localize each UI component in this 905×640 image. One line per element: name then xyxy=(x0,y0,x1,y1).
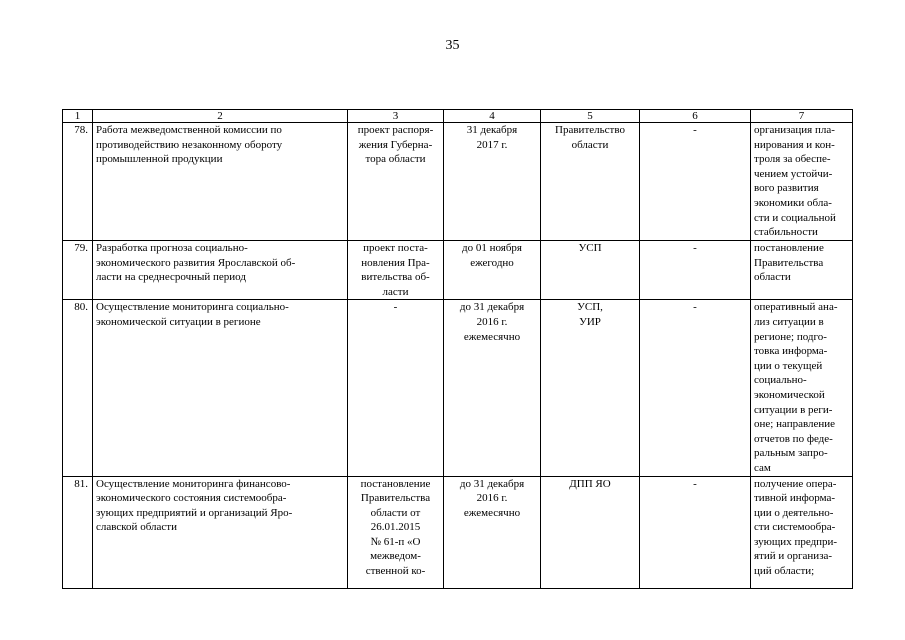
cell-line: тора области xyxy=(365,153,426,166)
event-cell xyxy=(93,123,348,241)
cell-line: Работа межведомственной комиссии по xyxy=(96,124,282,136)
cell-line: ежемесячно xyxy=(463,330,521,343)
cell-line: экономического развития Ярославской об- xyxy=(96,256,296,269)
table-row xyxy=(63,476,853,588)
header-cell: 4 xyxy=(444,110,541,123)
cell-line: получение опера- xyxy=(754,477,837,490)
cell-line: экономики обла- xyxy=(754,196,832,209)
cell-line: отчетов по феде- xyxy=(754,432,833,445)
cell-line: межведом- xyxy=(370,550,421,563)
cell-line: - xyxy=(393,301,398,314)
cell-line: Правительство xyxy=(555,124,625,136)
cell-line: ежегодно xyxy=(470,256,514,269)
event-cell xyxy=(93,300,348,476)
row-number-cell: 79. xyxy=(63,241,93,300)
cell-line: постановление xyxy=(360,477,431,490)
cell-line: сам xyxy=(754,461,771,474)
cell-line: Осуществление мониторинга финансово- xyxy=(96,477,291,490)
cell-line: ций области; xyxy=(754,565,815,578)
cell-line: ласти на среднесрочный период xyxy=(96,271,246,284)
cell-line: УИР xyxy=(579,315,601,328)
cell-line: социально- xyxy=(754,374,807,387)
cell-line: славской области xyxy=(96,521,177,534)
cell-line: сти и социальной xyxy=(754,211,836,224)
cell-line: - xyxy=(693,477,697,490)
cell-line: Осуществление мониторинга социально- xyxy=(96,301,289,314)
cell-line: зующих предпри- xyxy=(754,535,838,548)
cell-line: ятий и организа- xyxy=(754,550,833,563)
cell-line: оперативный ана- xyxy=(754,301,838,314)
row-number-cell: 78. xyxy=(63,123,93,241)
cell-line: Правительства xyxy=(360,492,431,505)
cell-line: сти системообра- xyxy=(754,521,836,534)
executor-cell xyxy=(541,476,640,588)
cell-line: Разработка прогноза социально- xyxy=(96,242,248,254)
cell-line: области от xyxy=(370,506,421,519)
cell-line: 31 декабря xyxy=(466,124,518,136)
cell-line: лиз ситуации в xyxy=(754,315,824,328)
header-cell: 5 xyxy=(541,110,640,123)
cell-line: оне; направление xyxy=(754,418,836,431)
table-row xyxy=(63,241,853,300)
header-cell: 1 xyxy=(63,110,93,123)
cell-line: организация пла- xyxy=(754,124,835,136)
cell-line: постановление xyxy=(754,242,824,254)
cell-line: экономической xyxy=(754,388,825,401)
result-cell xyxy=(751,476,853,588)
executor-cell xyxy=(541,300,640,476)
cell-line: УСП, xyxy=(577,301,603,314)
deadline-cell xyxy=(444,476,541,588)
cell-line: регионе; подго- xyxy=(754,330,827,343)
cell-line: ственной ко- xyxy=(365,565,426,578)
cell-line: экономического состояния системообра- xyxy=(96,492,287,505)
funding-cell xyxy=(640,123,751,241)
result-cell xyxy=(751,123,853,241)
cell-line: нирования и кон- xyxy=(754,138,835,151)
measures-table xyxy=(62,109,853,589)
cell-line: ции о текущей xyxy=(754,359,823,372)
table-row xyxy=(63,123,853,241)
result-cell xyxy=(751,300,853,476)
cell-line: ДПП ЯО xyxy=(569,477,611,490)
cell-line: № 61-п «О xyxy=(370,535,421,548)
funding-cell xyxy=(640,300,751,476)
cell-line: ситуации в реги- xyxy=(754,403,833,416)
cell-line: ральным запро- xyxy=(754,447,828,460)
cell-line: области xyxy=(571,138,609,151)
cell-line: 2016 г. xyxy=(476,315,508,328)
event-cell xyxy=(93,476,348,588)
cell-line: чением устойчи- xyxy=(754,167,833,180)
cell-line: - xyxy=(693,301,697,314)
event-cell xyxy=(93,241,348,300)
cell-line: 2016 г. xyxy=(476,492,508,505)
cell-line: до 31 декабря xyxy=(459,301,525,314)
document-cell xyxy=(348,300,444,476)
page-number: 35 xyxy=(445,38,460,53)
document-cell xyxy=(348,123,444,241)
result-cell xyxy=(751,241,853,300)
cell-line: 2017 г. xyxy=(476,138,508,151)
deadline-cell xyxy=(444,123,541,241)
cell-line: до 01 ноября xyxy=(462,242,522,254)
header-cell: 2 xyxy=(93,110,348,123)
cell-line: Правительства xyxy=(754,256,824,269)
cell-line: - xyxy=(693,242,697,254)
cell-line: области xyxy=(754,271,791,284)
cell-line: вого развития xyxy=(754,182,819,195)
row-number-cell: 81. xyxy=(63,476,93,588)
cell-line: проект поста- xyxy=(363,242,428,254)
cell-line: до 31 декабря xyxy=(459,477,525,490)
cell-line: противодействию незаконному обороту xyxy=(96,138,283,151)
cell-line: тивной информа- xyxy=(754,492,836,505)
cell-line: новления Пра- xyxy=(361,256,430,269)
deadline-cell xyxy=(444,241,541,300)
cell-line: товка информа- xyxy=(754,345,828,358)
header-cell: 3 xyxy=(348,110,444,123)
cell-line: ции о деятельно- xyxy=(754,506,834,519)
cell-line: 26.01.2015 xyxy=(370,521,421,534)
header-cell: 6 xyxy=(640,110,751,123)
funding-cell xyxy=(640,241,751,300)
deadline-cell xyxy=(444,300,541,476)
table-header-row xyxy=(63,110,853,123)
cell-line: ласти xyxy=(382,285,409,298)
cell-line: экономической ситуации в регионе xyxy=(96,315,261,328)
executor-cell xyxy=(541,241,640,300)
document-cell xyxy=(348,476,444,588)
cell-line: стабильности xyxy=(754,226,818,239)
executor-cell xyxy=(541,123,640,241)
table-row xyxy=(63,300,853,476)
cell-line: УСП xyxy=(578,242,602,254)
row-number-cell: 80. xyxy=(63,300,93,476)
cell-line: проект распоря- xyxy=(357,124,434,136)
cell-line: вительства об- xyxy=(361,271,430,284)
cell-line: ежемесячно xyxy=(463,506,521,519)
header-cell: 7 xyxy=(751,110,853,123)
document-cell xyxy=(348,241,444,300)
cell-line: промышленной продукции xyxy=(96,153,223,166)
cell-line: троля за обеспе- xyxy=(754,153,831,166)
funding-cell xyxy=(640,476,751,588)
cell-line: зующих предприятий и организаций Яро- xyxy=(96,506,293,519)
cell-line: - xyxy=(693,124,697,136)
cell-line: жения Губерна- xyxy=(358,138,433,151)
